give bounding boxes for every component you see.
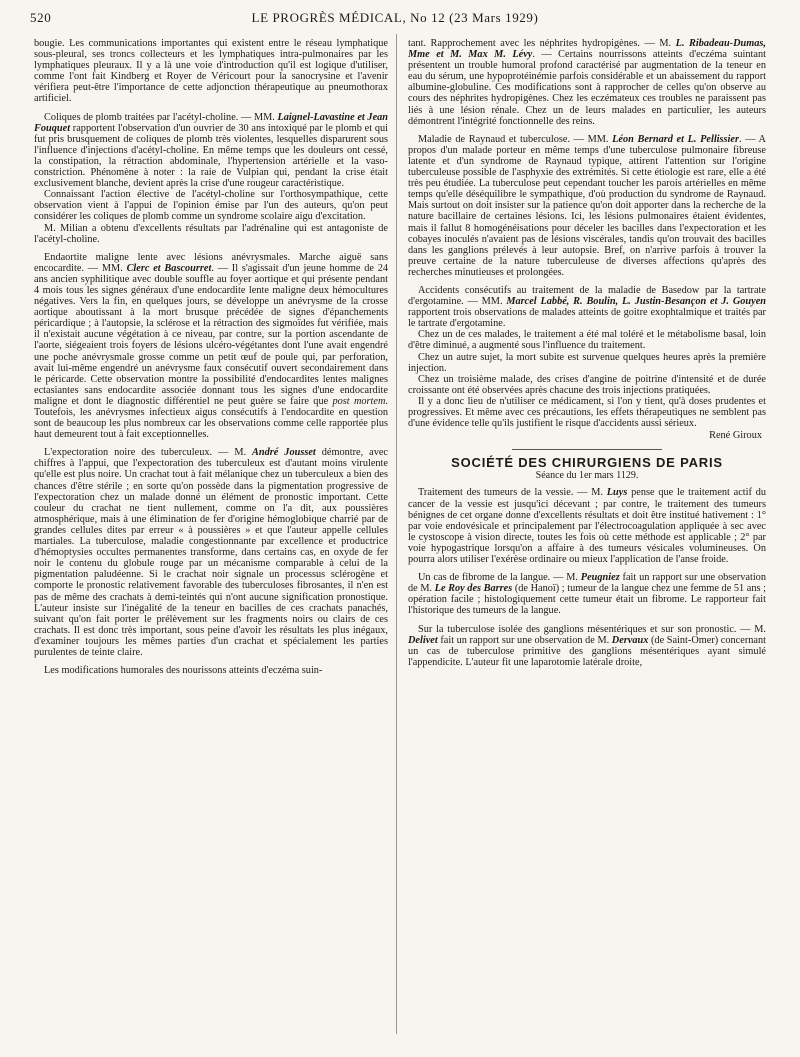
article-title: Un cas de fibrome de la langue. bbox=[418, 572, 551, 584]
article-title: Accidents consécutifs au traitement de la maladie de Basedow par la tartrate d'ergotamine. bbox=[408, 284, 766, 308]
author-names: André Jousset bbox=[252, 447, 316, 459]
society-title: SOCIÉTÉ DES CHIRURGIENS DE PARIS bbox=[451, 455, 723, 471]
author-names: Clerc et Bascourret bbox=[126, 262, 212, 274]
article-title: Endaortite maligne lente avec lésions anévrysmales. Marche aiguë sans encocardite. bbox=[34, 251, 388, 274]
column-divider bbox=[396, 34, 397, 1034]
author-names: Luys bbox=[606, 487, 628, 499]
article-title: L'expectoration noire des tuberculeux. bbox=[44, 447, 213, 459]
italic-term: post mortem bbox=[332, 395, 386, 407]
article-title: Sur la tuberculose isolée des ganglions mésentériques et sur son pronostic. bbox=[418, 623, 737, 635]
article-expectoration: L'expectoration noire des tuberculeux. — M. André Jousset démontre, avec chiffres à l'appui, que l'expectoration des tuberculeux est d'autant moins virulente qu'elle est plus noire. Un crachat tout à fait mélanique chez un tuberculeux a bien des chances d'être stérile ; en sorte qu'on possède dans la pigmentation progressive de l'expectoration chez un malade donné un élément de pronostic important. Cette couleur du crachat ne tient nullement, comme on l'a dit, aux poussières atmosphérique, mais à une élimination de fer d'origine hémoglobique charrié par de grandes cellules dites par erreur « à poussières » et que l'auteur appelle cellules martiales. La tuberculose, maladie congestionnante par excellence et productrice d'hémoptysies occultes permanentes transforme, dans certains cas, en oxyde de fer noir le contenu du globule rouge par un mécanisme comparable à celui de la pigmentation paludéenne. Si le crachat noir signale un processus sclérogène et comporte le pronostic relativement favorable des tuberculoses fibrosantes, il n'en est pas de même des crachats à demi-teintés qui n'ont aucune signification pronostique. L'auteur insiste sur l'inégalité de la teneur en bacilles de ces crachats panachés, suivant qu'on fait porter le prélèvement sur les fragments noirs ou clairs de ces crachats. Il est donc très important, sous peine d'avoir les résultats les plus inégaux, d'examiner toujours les mêmes parties d'un crachat et spécialement les parties purulentes de teinte claire. bbox=[34, 447, 388, 658]
article-ganglions: Sur la tuberculose isolée des ganglions mésentériques et sur son pronostic. — M. Delivet fait un rapport sur une observation de M. Dervaux (de Saint-Omer) concernant un cas de tuberculose primitive des ganglions mésentériques ayant simulé l'appendicite. L'auteur fit une laparotomie latérale droite, bbox=[408, 623, 766, 668]
paragraph: M. Milian a obtenu d'excellents résultats par l'adrénaline qui est antagoniste de l'acétyl-choline. bbox=[34, 222, 388, 245]
paragraph: Chez un de ces malades, le traitement a été mal toléré et le métabolisme basal, loin d'être diminué, a augmenté sous l'influence du traitement. bbox=[408, 329, 766, 352]
article-title: Coliques de plomb traitées par l'acétyl-choline. bbox=[44, 111, 239, 123]
paragraph: Chez un troisième malade, des crises d'angine de poitrine d'intensité et de durée croissante ont été observées après chacune des trois injections pratiquées. bbox=[408, 373, 766, 396]
author-names: Le Roy des Barres bbox=[434, 583, 513, 595]
author-names: Léon Bernard et L. Pellissier bbox=[612, 133, 739, 145]
right-column bbox=[408, 38, 766, 668]
article-basedow: Accidents consécutifs au traitement de la maladie de Basedow par la tartrate d'ergotamine. — MM. Marcel Labbé, R. Boulin, L. Justin-Besançon et J. Gouyen rapportent trois observations de malades atteints de goitre exophtalmique et traités par le tartrate d'ergotamine. bbox=[408, 284, 767, 330]
author-names: Laignel-Lavastine et Jean Fouquet bbox=[34, 111, 389, 134]
author-names: Marcel Labbé, R. Boulin, L. Justin-Besançon et J. Gouyen bbox=[506, 296, 767, 308]
article-langue: Un cas de fibrome de la langue. — M. Peugniez fait un rapport sur une observation de M. Le Roy des Barres (de Hanoï) ; tumeur de la langue chez une femme de 51 ans ; opération facile ; histologiquement cette tumeur était un fibrome. Le rapporteur fait l'historique des tumeurs de la langue. bbox=[408, 572, 766, 617]
author-names: Dervaux bbox=[611, 634, 649, 646]
author-names: L. Ribadeau-Dumas, Mme et M. Max M. Lévy bbox=[408, 38, 767, 61]
society-date: Séance du 1er mars 1129. bbox=[535, 470, 639, 482]
page-number: 520 bbox=[30, 10, 52, 25]
article-endaortite: Endaortite maligne lente avec lésions anévrysmales. Marche aiguë sans encocardite. — MM. Clerc et Bascourret. — Il s'agissait d'un jeune homme de 24 ans ancien syphilitique avec double souffle au foyer aortique et qui présente pendant 4 mois tous les signes généraux d'une endocardite lente maligne deux hémocultures négatives. Vers la fin, en quelques jours, se développe un anévrysme de la crosse aortique aboutissant à la mort brusque précédée de signes d'épanchements péricardique ; à l'autopsie, la sclérose et la rétraction des sigmoïdes fut vérifiée, mais il n'existait aucune végétation à ce niveau, par contre, sur la portion ascendante de l'aorte, siégeaient trois foyers de lésions ulcéro-végétantes dont l'une avait engendré une poche anévrysmale grosse comme un petit œuf de poule qui, par perforation, avait lui-même engendré un anévrysme faux consécutif ouvert secondairement dans le péricarde. Cette observation montre la possibilité d'endocardites lentes malignes ectasiantes sans endocardite associée donnant tous les signes d'une endocardite maligne et dont le diagnostic différentiel ne peut guère se faire que post mortem. Toutefois, les anévrysmes infectieux aigus consécutifs à l'endocardite en question sont de beaucoup les plus nombreux car les observations comme celle rapportée plus haut demeurent tout à fait exceptionnelles. bbox=[34, 251, 388, 441]
running-head bbox=[30, 10, 760, 32]
article-title: tant. Rapprochement avec les néphrites hydropigènes. bbox=[408, 38, 640, 49]
paragraph: Il y a donc lieu de n'utiliser ce médicament, si l'on y tient, qu'à doses prudentes et progressives. Et même avec ces précautions, les effets thérapeutiques ne semblent pas d'une évidence telle qu'ils justifient le risque d'accidents aussi sérieux. bbox=[408, 395, 766, 430]
society-heading bbox=[408, 449, 766, 481]
paragraph: Connaissant l'action élective de l'acétyl-choline sur l'orthosympathique, cette observation vient à l'appui de l'opinion émise par l'un des auteurs, qu'on peut considérer les coliques de plomb comme un syndrome scolaire aigu d'excitation. bbox=[34, 189, 388, 223]
article-coliques-plomb: Coliques de plomb traitées par l'acétyl-choline. — MM. Laignel-Lavastine et Jean Fouquet rapportent l'observation d'un ouvrier de 30 ans intoxiqué par le plomb et qui fut pris brusquement de coliques de plomb très violentes, lesquelles disparurent sous l'influence d'injections d'acétyl-choline. En même temps que les douleurs ont cessé, la constipation, la rétraction abdominale, l'hypertension artérielle et la vaso-constriction. Phénomène à noter : la raie de Vulpian qui, pendant la crise était exclusivement blanche, devient après la crise d'une rougeur caractéristique. bbox=[34, 111, 389, 190]
article-humoral-start: Les modifications humorales des nourissons atteints d'eczéma suin- bbox=[44, 665, 323, 677]
article-title: Maladie de Raynaud et tuberculose. bbox=[418, 133, 571, 145]
article-vessie: Traitement des tumeurs de la vessie. — M. Luys pense que le traitement actif du cancer de la vessie est jusqu'ici décevant ; par contre, le traitement des tumeurs bénignes de cet organe donne d'excellents résultats et doit être institué hativement : 1° par voie endovésicale et principalement par l'électrocoagulation appliquée à sec avec le cystoscope à vision directe, toutes les fois où cette méthode est applicable ; 2° par voie hypogastrique lorsqu'on a affaire à des tumeurs vésicales volumineuses. On pourra alors utiliser l'exérèse ordinaire ou mieux l'application de l'anse froide. bbox=[408, 487, 767, 566]
paragraph-bougie: bougie. Les communications importantes qui existent entre le réseau lymphatique sous-pleural, ses troncs collecteurs et les lymphatiques intra-pulmonaires par les lymphatiques pleuraux. Il y a là une voie d'introduction qu'il est logique d'utiliser, comme l'ont fait Kindberg et Royer de Véricourt pour la sanocrysine et l'avenir vérifiera peut-être l'importance de cette adjonction thérapeutique au pneumothorax artificiel. bbox=[34, 38, 388, 105]
paragraph: Chez un autre sujet, la mort subite est survenue quelques heures après la première injection. bbox=[408, 351, 766, 374]
signature: René Giroux bbox=[709, 430, 762, 442]
author-names: Delivet bbox=[408, 634, 438, 646]
article-humoral-continued: tant. Rapprochement avec les néphrites hydropigènes. — M. L. Ribadeau-Dumas, Mme et M. Max M. Lévy. — Certains nourrissons atteints d'eczéma suintant présentent un trouble humoral profond caractérisé par augmentation de la teneur en eau du sérum, une hypoprotéinémie parfois considérable et un abaissement du rapport albumine-globuline. Ces modifications sont à rapprocher de celles qu'on observe au cours des néphrites hydropigènes. Chez les eczémateux ces troubles ne paraissent pas liés à une lésion rénale. Chez un de leurs malades en particulier, les auteurs démontrent l'intégrité fonctionnelle des reins. bbox=[408, 38, 767, 127]
journal-title: LE PROGRÈS MÉDICAL, No 12 (23 Mars 1929) bbox=[251, 10, 539, 25]
author-names: Peugniez bbox=[580, 572, 620, 584]
left-column bbox=[34, 38, 388, 676]
article-title: Traitement des tumeurs de la vessie. bbox=[418, 487, 574, 499]
society-rule bbox=[512, 449, 662, 450]
author-names: M. Milian bbox=[44, 222, 88, 234]
article-raynaud: Maladie de Raynaud et tuberculose. — MM. Léon Bernard et L. Pellissier. — A propos d'un malade porteur en même temps d'une tuberculose pulmonaire fibreuse latente et d'un syndrome de Raynaud typique, attirent l'attention sur l'origine tuberculeuse possible de l'asphyxie des extrémités. Si cette étiologie est rare, elle a été très peu étudiée. La tuberculose peut cependant toucher les parois artérielles en même temps qu'elle déséquilibre le sympathique, d'où production du syndrome de Raynaud. Mais surtout on doit insister sur la patience qu'on doit apporter dans la recherche de la nature bacillaire de certaines lésions. Ici, les lésions pulmonaires étaient évidentes, mais il fallut 8 homogénéisations pour déceler les bacilles dans l'expectoration et les cobayes inoculés n'avaient pas de lésions viscérales, tandis qu'on trouvait des bacilles dans les ganglions prélevés à leur autopsie. Bref, on n'arrive parfois à trouver la preuve certaine de la nature tuberculeuse de diverses affections qu'après des recherches minutieuses et prolongées. bbox=[408, 133, 766, 278]
